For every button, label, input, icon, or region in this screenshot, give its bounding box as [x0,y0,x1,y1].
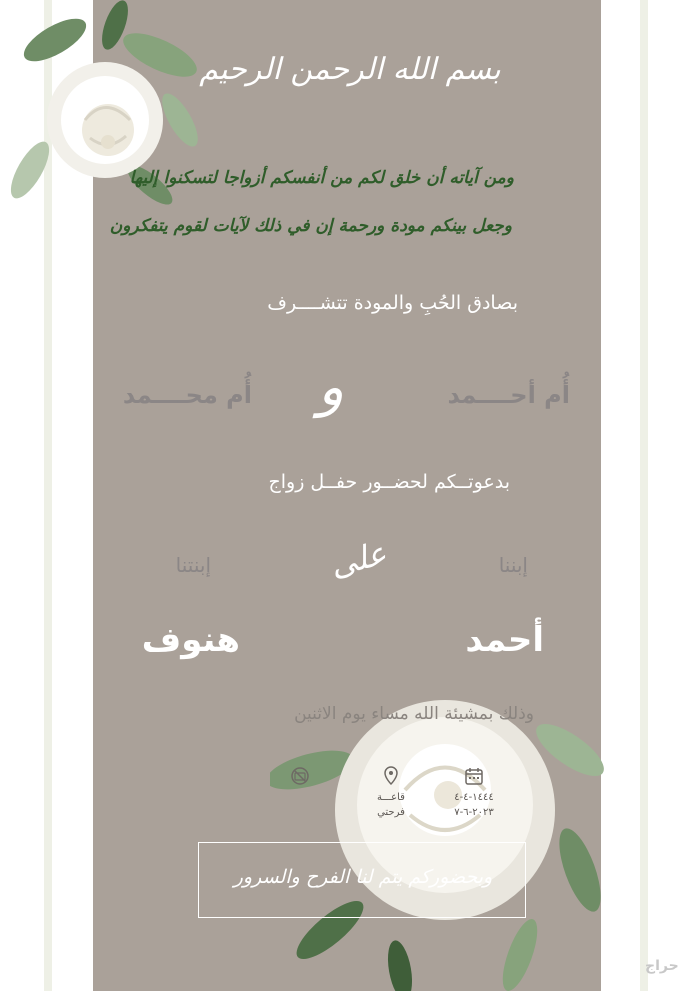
venue-name: فرحتي [377,807,405,818]
venue-label: قاعـــة [377,792,405,803]
intro-line: بصادق الحُبِ والمودة تتشــــرف [267,292,518,314]
right-decorative-stripe [640,0,648,991]
hijri-date: ١٤٤٤-٤-٤ [454,792,494,803]
rose-flower-icon [270,680,610,991]
quran-verse-line-1: ومن آياته أن خلق لكم من أنفسكم أزواجا لتسكنوا إليها [129,168,514,188]
bride-name: هنوف [141,620,240,660]
rose-flower-icon [0,0,215,230]
gregorian-date: ٢٠٢٣-٦-٧ [454,807,494,818]
timing-line: وذلك بمشيئة الله مساء يوم الاثنين [294,704,534,724]
location-pin-icon [381,765,401,787]
quran-verse-line-2: وجعل بينكم مودة ورحمة إن في ذلك لآيات لقوم يتفكرون [109,216,512,236]
basmala: بسم الله الرحمن الرحيم [199,52,501,87]
watermark: حراج [645,958,679,974]
invitation-line: بدعوتــكم لحضــور حفــل زواج [268,471,510,493]
bride-mother-name: أُم محــــمد [122,381,252,409]
footer-blessing: وبحضوركم يتم لنا الفرح والسرور [233,866,493,888]
son-label: إبننا [498,553,528,577]
no-camera-icon [290,766,310,786]
groom-name: أحمد [465,620,544,660]
calendar-icon [464,766,484,786]
groom-mother-name: أُم أحــــمد [447,381,570,409]
ala-ornament: على [326,533,391,585]
conjunction-ornament: و [318,355,345,418]
daughter-label: إبنتنا [175,553,211,577]
